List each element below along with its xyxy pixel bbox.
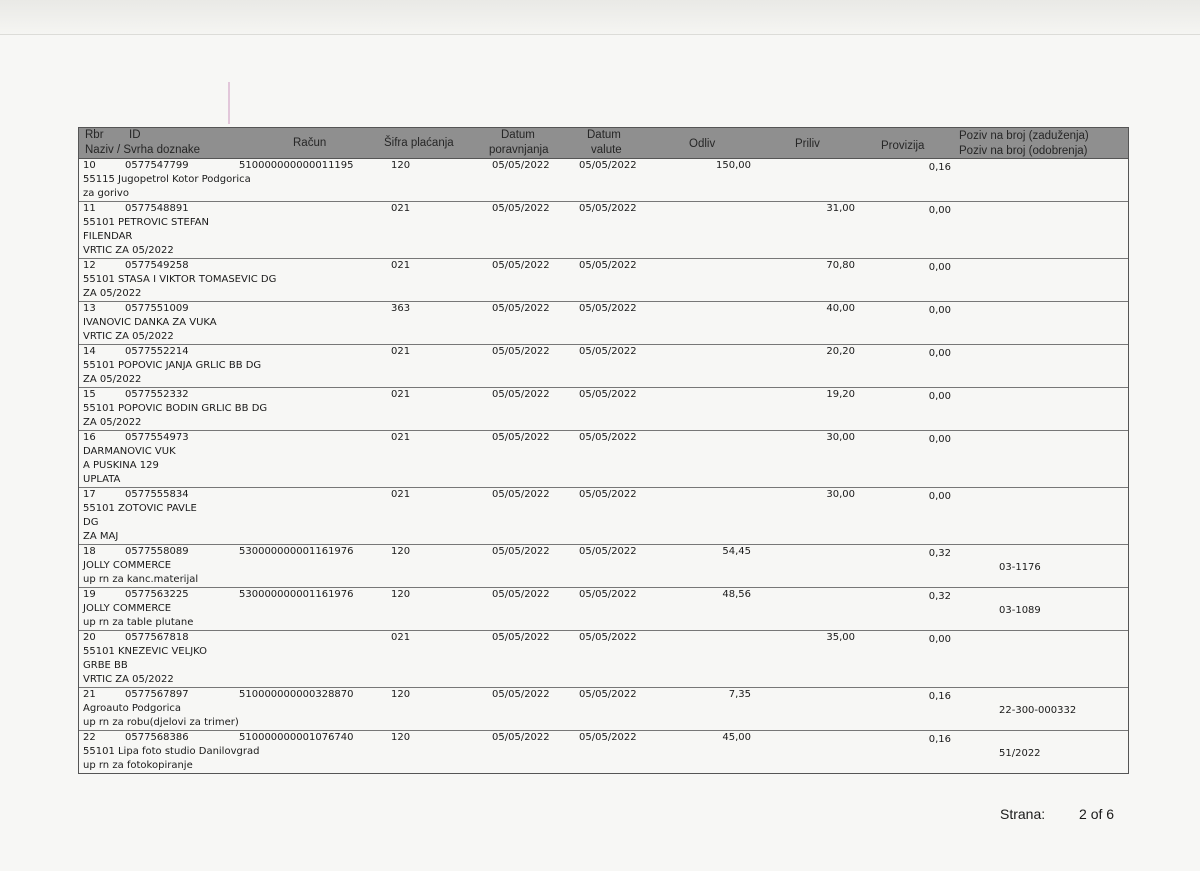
row-id: 0577558089 [125, 546, 189, 557]
row-rbr: 19 [83, 589, 96, 600]
row-description [83, 159, 251, 201]
row-inflow: 40,00 [826, 303, 855, 314]
row-value-date: 05/05/2022 [579, 689, 637, 700]
row-description-line: za gorivo [83, 188, 129, 199]
row-id: 0577567818 [125, 632, 189, 643]
row-value-date: 05/05/2022 [579, 489, 637, 500]
row-description-line: up rn za robu(djelovi za trimer) [83, 717, 239, 728]
row-settlement-date: 05/05/2022 [492, 389, 550, 400]
row-rbr: 20 [83, 632, 96, 643]
row-rbr-id-line [83, 588, 193, 602]
row-rbr-id-line [83, 545, 198, 559]
row-description-line: 55101 ZOTOVIC PAVLE [83, 503, 197, 514]
header-racun: Račun [293, 137, 327, 149]
header-provizija: Provizija [881, 140, 925, 152]
row-rbr: 16 [83, 432, 96, 443]
row-reference-number: 03-1089 [999, 605, 1041, 616]
row-description-line: ZA 05/2022 [83, 288, 142, 299]
row-settlement-date: 05/05/2022 [492, 732, 550, 743]
row-commission: 0,00 [928, 634, 951, 645]
row-description [83, 259, 276, 301]
row-settlement-date: 05/05/2022 [492, 589, 550, 600]
row-payment-code: 363 [391, 303, 411, 314]
row-settlement-date: 05/05/2022 [492, 689, 550, 700]
row-value-date: 05/05/2022 [579, 732, 637, 743]
row-rbr: 18 [83, 546, 96, 557]
row-rbr-id-line [83, 259, 276, 273]
row-settlement-date: 05/05/2022 [492, 303, 550, 314]
row-description [83, 731, 259, 773]
header-poziv-zaduzenja: Poziv na broj (zaduženja) [959, 130, 1089, 142]
row-value-date: 05/05/2022 [579, 160, 637, 171]
row-description-line: 55101 KNEZEVIC VELJKO [83, 646, 208, 657]
row-rbr-id-line [83, 488, 197, 502]
row-description-line: ZA 05/2022 [83, 374, 142, 385]
row-payment-code: 120 [391, 732, 411, 743]
row-rbr-id-line [83, 202, 209, 216]
row-commission: 0,00 [928, 491, 951, 502]
row-payment-code: 021 [391, 632, 411, 643]
row-payment-code: 021 [391, 260, 411, 271]
row-inflow: 30,00 [826, 489, 855, 500]
row-commission: 0,00 [928, 262, 951, 273]
table-row [79, 488, 1128, 545]
row-rbr-id-line [83, 388, 267, 402]
row-settlement-date: 05/05/2022 [492, 632, 550, 643]
row-settlement-date: 05/05/2022 [492, 203, 550, 214]
row-description-line: VRTIC ZA 05/2022 [83, 245, 174, 256]
row-description-line: VRTIC ZA 05/2022 [83, 331, 174, 342]
row-payment-code: 021 [391, 203, 411, 214]
row-rbr-id-line [83, 731, 259, 745]
row-id: 0577555834 [125, 489, 189, 500]
table-row [79, 588, 1128, 631]
row-payment-code: 021 [391, 489, 411, 500]
row-description [83, 202, 209, 258]
row-payment-code: 120 [391, 689, 411, 700]
row-description [83, 688, 239, 730]
row-outflow: 48,56 [722, 589, 751, 600]
row-payment-code: 120 [391, 160, 411, 171]
row-rbr: 14 [83, 346, 96, 357]
table-row [79, 388, 1128, 431]
row-id: 0577549258 [125, 260, 189, 271]
table-row [79, 159, 1128, 202]
row-payment-code: 021 [391, 432, 411, 443]
row-settlement-date: 05/05/2022 [492, 346, 550, 357]
row-description-line: DARMANOVIC VUK [83, 446, 176, 457]
row-value-date: 05/05/2022 [579, 346, 637, 357]
page-label: Strana: [1000, 806, 1046, 822]
row-outflow: 150,00 [716, 160, 751, 171]
row-description-line: 55115 Jugopetrol Kotor Podgorica [83, 174, 251, 185]
row-outflow: 7,35 [728, 689, 751, 700]
row-id: 0577548891 [125, 203, 189, 214]
row-value-date: 05/05/2022 [579, 546, 637, 557]
row-commission: 0,16 [928, 162, 951, 173]
row-description [83, 545, 198, 587]
row-id: 0577554973 [125, 432, 189, 443]
table-row [79, 545, 1128, 588]
row-commission: 0,00 [928, 348, 951, 359]
row-id: 0577547799 [125, 160, 189, 171]
row-settlement-date: 05/05/2022 [492, 489, 550, 500]
row-description-line: Agroauto Podgorica [83, 703, 182, 714]
header-rbr: Rbr [85, 129, 104, 141]
row-id: 0577568386 [125, 732, 189, 743]
row-value-date: 05/05/2022 [579, 389, 637, 400]
row-description-line: JOLLY COMMERCE [83, 603, 172, 614]
scan-artifact-mark [228, 82, 230, 124]
table-header [78, 127, 1129, 159]
row-reference-number: 22-300-000332 [999, 705, 1077, 716]
row-commission: 0,32 [928, 548, 951, 559]
row-inflow: 35,00 [826, 632, 855, 643]
row-value-date: 05/05/2022 [579, 203, 637, 214]
row-description-line: 55101 POPOVIC BODIN GRLIC BB DG [83, 403, 268, 414]
header-poziv-odobrenja: Poziv na broj (odobrenja) [959, 145, 1088, 157]
row-id: 0577552332 [125, 389, 189, 400]
header-datum-valute-2: valute [591, 144, 622, 156]
header-priliv: Priliv [795, 138, 820, 150]
row-description [83, 302, 217, 344]
row-rbr-id-line [83, 631, 207, 645]
row-description [83, 388, 267, 430]
row-id: 0577567897 [125, 689, 189, 700]
row-description [83, 488, 197, 544]
row-value-date: 05/05/2022 [579, 432, 637, 443]
table-row [79, 431, 1128, 488]
row-rbr-id-line [83, 302, 217, 316]
row-inflow: 31,00 [826, 203, 855, 214]
row-description-line: 55101 STASA I VIKTOR TOMASEVIC DG [83, 274, 277, 285]
row-settlement-date: 05/05/2022 [492, 546, 550, 557]
row-description-line: up rn za kanc.materijal [83, 574, 199, 585]
row-description [83, 588, 193, 630]
row-rbr-id-line [83, 345, 261, 359]
row-rbr: 15 [83, 389, 96, 400]
row-value-date: 05/05/2022 [579, 632, 637, 643]
row-outflow: 45,00 [722, 732, 751, 743]
row-account: 510000000001076740 [239, 732, 354, 743]
row-value-date: 05/05/2022 [579, 303, 637, 314]
row-description-line: up rn za fotokopiranje [83, 760, 193, 771]
row-reference-number: 03-1176 [999, 562, 1041, 573]
row-description-line: VRTIC ZA 05/2022 [83, 674, 174, 685]
row-description-line: FILENDAR [83, 231, 133, 242]
row-payment-code: 120 [391, 546, 411, 557]
header-datum-valute-1: Datum [587, 129, 621, 141]
row-account: 530000000001161976 [239, 546, 354, 557]
row-commission: 0,00 [928, 305, 951, 316]
row-account: 510000000000328870 [239, 689, 354, 700]
row-description-line: ZA MAJ [83, 531, 119, 542]
row-id: 0577551009 [125, 303, 189, 314]
row-rbr: 12 [83, 260, 96, 271]
row-rbr: 22 [83, 732, 96, 743]
row-reference-number: 51/2022 [999, 748, 1041, 759]
row-settlement-date: 05/05/2022 [492, 160, 550, 171]
row-rbr: 13 [83, 303, 96, 314]
page-indicator [1000, 806, 1114, 822]
table-row [79, 259, 1128, 302]
row-payment-code: 021 [391, 389, 411, 400]
row-rbr: 10 [83, 160, 96, 171]
header-sifra: Šifra plaćanja [384, 137, 454, 149]
header-datum-poravnjanja-2: poravnjanja [489, 144, 549, 156]
row-description-line: 55101 POPOVIC JANJA GRLIC BB DG [83, 360, 262, 371]
row-description-line: JOLLY COMMERCE [83, 560, 172, 571]
row-rbr: 11 [83, 203, 96, 214]
table-row [79, 631, 1128, 688]
row-id: 0577563225 [125, 589, 189, 600]
row-description-line: UPLATA [83, 474, 121, 485]
row-payment-code: 021 [391, 346, 411, 357]
row-description-line: DG [83, 517, 99, 528]
row-outflow: 54,45 [722, 546, 751, 557]
row-description-line: GRBE BB [83, 660, 128, 671]
row-description-line: 55101 PETROVIC STEFAN [83, 217, 209, 228]
row-value-date: 05/05/2022 [579, 589, 637, 600]
row-rbr-id-line [83, 688, 239, 702]
transactions-table [78, 127, 1129, 774]
row-id: 0577552214 [125, 346, 189, 357]
row-commission: 0,16 [928, 691, 951, 702]
row-rbr-id-line [83, 431, 189, 445]
row-description [83, 431, 189, 487]
row-account: 510000000000011195 [239, 160, 354, 171]
row-payment-code: 120 [391, 589, 411, 600]
header-naziv: Naziv / Svrha doznake [85, 144, 201, 156]
row-description [83, 631, 207, 687]
row-value-date: 05/05/2022 [579, 260, 637, 271]
row-inflow: 70,80 [826, 260, 855, 271]
table-row [79, 302, 1128, 345]
row-rbr: 17 [83, 489, 96, 500]
row-commission: 0,00 [928, 434, 951, 445]
table-body [78, 159, 1129, 774]
row-settlement-date: 05/05/2022 [492, 260, 550, 271]
row-inflow: 20,20 [826, 346, 855, 357]
scan-top-edge [0, 0, 1200, 35]
row-commission: 0,16 [928, 734, 951, 745]
page-number: 2 of 6 [1079, 806, 1115, 822]
header-datum-poravnjanja-1: Datum [501, 129, 535, 141]
row-description-line: 55101 Lipa foto studio Danilovgrad [83, 746, 260, 757]
table-row [79, 345, 1128, 388]
table-row [79, 688, 1128, 731]
row-commission: 0,00 [928, 391, 951, 402]
row-commission: 0,32 [928, 591, 951, 602]
header-odliv: Odliv [689, 138, 716, 150]
row-inflow: 19,20 [826, 389, 855, 400]
row-description-line: A PUSKINA 129 [83, 460, 159, 471]
row-rbr-id-line [83, 159, 251, 173]
row-description-line: IVANOVIC DANKA ZA VUKA [83, 317, 217, 328]
row-description-line: up rn za table plutane [83, 617, 194, 628]
row-settlement-date: 05/05/2022 [492, 432, 550, 443]
row-rbr: 21 [83, 689, 96, 700]
row-commission: 0,00 [928, 205, 951, 216]
row-inflow: 30,00 [826, 432, 855, 443]
row-description [83, 345, 261, 387]
row-account: 530000000001161976 [239, 589, 354, 600]
table-row [79, 202, 1128, 259]
row-description-line: ZA 05/2022 [83, 417, 142, 428]
table-row [79, 731, 1128, 773]
header-id: ID [129, 129, 141, 141]
